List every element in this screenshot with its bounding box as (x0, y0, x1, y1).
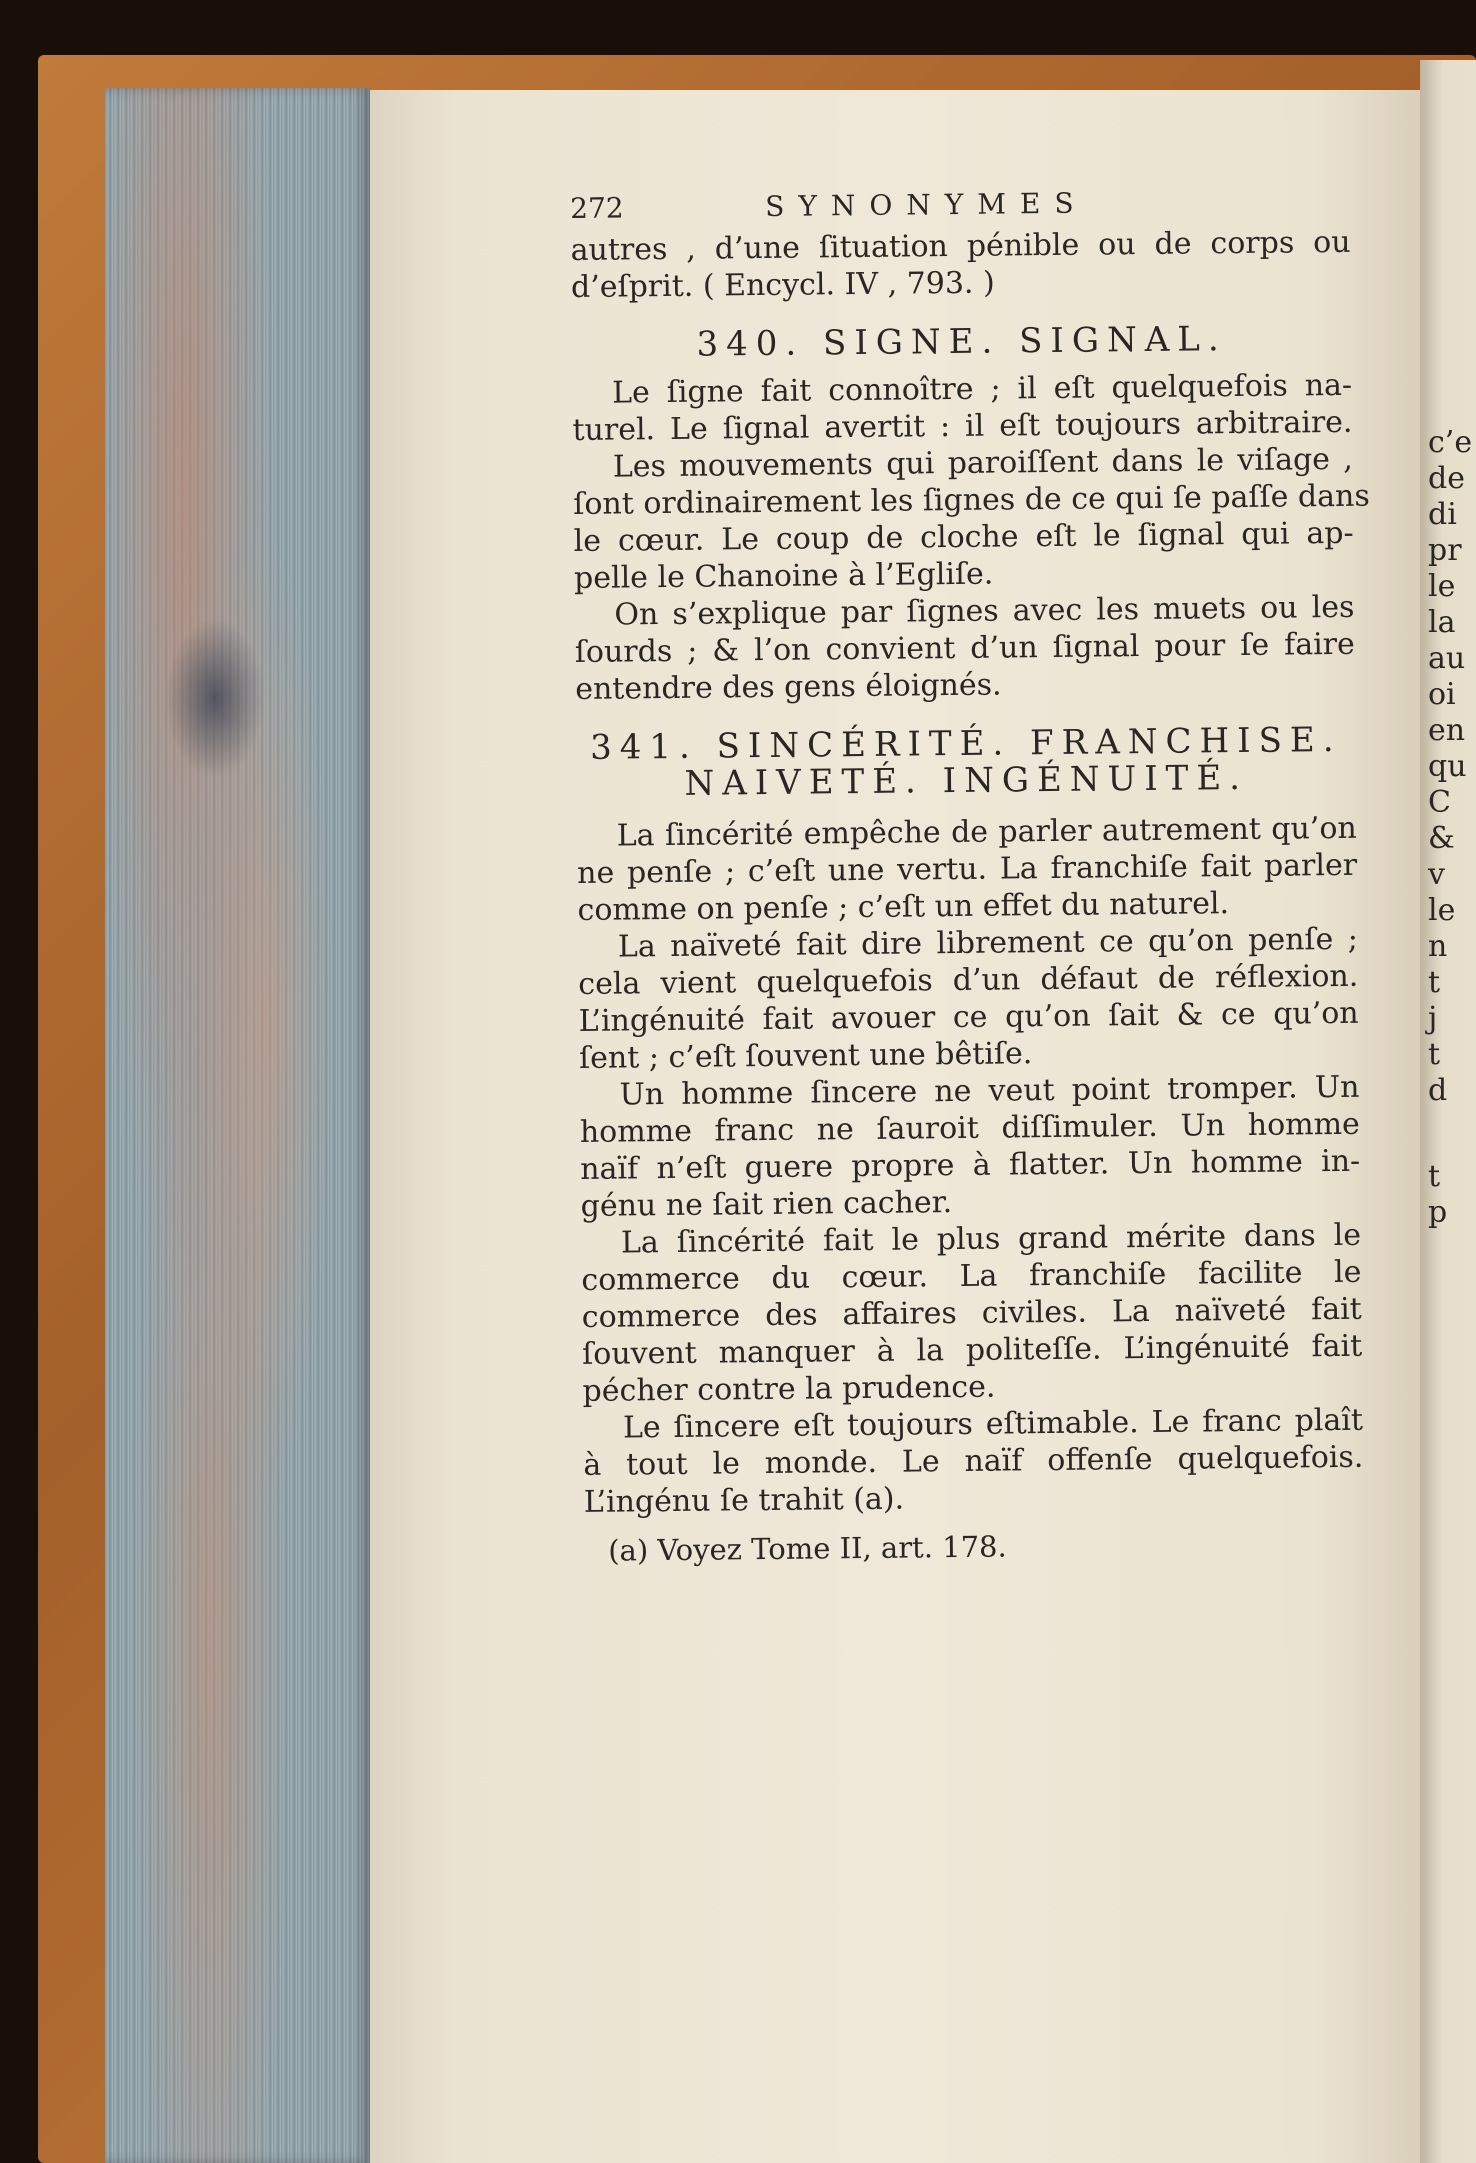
facing-page-fragment: le (1428, 893, 1456, 928)
text-line: ne penſe ; c’eſt une vertu. La franchiſe fait parler (576, 847, 1358, 891)
facing-page-fragment: t (1428, 965, 1441, 1000)
facing-page-fragment: di (1428, 497, 1457, 532)
page-number: 272 (570, 191, 624, 225)
footnote: (a) Voyez Tome II, art. 178. (608, 1529, 1007, 1568)
facing-page-fragment: qu (1428, 749, 1467, 784)
text-line: commerce des affaires civiles. La naïveté fait (581, 1291, 1362, 1335)
text-line: Le ſincere eſt toujours eſtimable. Le franc plaît (622, 1402, 1364, 1446)
text-line: L’ingénu ſe trahit (a). (583, 1481, 905, 1520)
text-line: comme on penſe ; c’eſt un effet du naturel. (577, 886, 1230, 928)
text-line: autres , d’une ſituation pénible ou de corps ou (570, 224, 1351, 268)
facing-page-fragment: la (1428, 605, 1456, 640)
text-line: naïf n’eſt guere propre à flatter. Un homme in- (580, 1143, 1361, 1187)
text-line: ſont ordinairement les ſignes de ce qui ſe paſſe dans (573, 478, 1370, 522)
text-line: Les mouvements qui paroiſſent dans le viſage , (612, 441, 1354, 485)
heading-line: 341. SINCÉRITÉ. FRANCHISE. (589, 719, 1342, 768)
page-text-block (570, 182, 1370, 1570)
facing-page-fragment: en (1428, 713, 1466, 748)
facing-page-fragment: t (1428, 1037, 1441, 1072)
marbled-page-edges (105, 88, 370, 2163)
facing-page-fragment: j (1428, 1001, 1438, 1036)
facing-page-edge (1420, 60, 1476, 2163)
facing-page-fragment: oi (1428, 677, 1456, 712)
text-line: ſent ; c’eſt ſouvent une bêtiſe. (578, 1036, 1033, 1076)
facing-page-fragment: t (1428, 1159, 1441, 1194)
facing-page-fragment: pr (1428, 533, 1462, 568)
facing-page-fragment: de (1428, 461, 1465, 496)
text-line: La ſincérité empêche de parler autrement qu’on (616, 810, 1357, 854)
text-line: pécher contre la prudence. (582, 1369, 996, 1409)
article-heading-340: 340. SIGNE. SIGNAL. (696, 319, 1227, 365)
facing-page-fragment: & (1428, 821, 1455, 856)
text-line: entendre des gens éloignés. (575, 667, 1002, 707)
facing-page-fragment: C (1428, 785, 1451, 820)
text-line: On s’explique par ſignes avec les muets ou les (614, 589, 1355, 633)
text-line: d’eſprit. ( Encycl. IV , 793. ) (570, 265, 995, 305)
text-line: génu ne ſait rien cacher. (580, 1185, 953, 1224)
ink-stain (165, 618, 265, 778)
text-line: ſourds ; & l’on convient d’un ſignal pour ſe faire (574, 626, 1355, 670)
running-head (570, 182, 1350, 232)
facing-page-fragment: p (1428, 1195, 1448, 1230)
facing-page-fragment: c’e (1428, 425, 1473, 460)
heading-line: NAIVETÉ. INGÉNUITÉ. (684, 757, 1249, 804)
text-line: Le ſigne fait connoître ; il eſt quelquefois na- (611, 367, 1353, 411)
text-line: La naïveté fait dire librement ce qu’on penſe ; (617, 921, 1359, 965)
book-page (370, 90, 1420, 2163)
text-line: à tout le monde. Le naïf offenſe quelquefois. (583, 1439, 1364, 1483)
facing-page-fragment: n (1428, 929, 1448, 964)
text-line: cela vient quelquefois d’un défaut de réflexion. (578, 958, 1359, 1002)
facing-page-fragment: v (1428, 857, 1445, 892)
text-line: Un homme ſincere ne veut point tromper. Un (619, 1069, 1360, 1113)
running-title: SYNONYMES (765, 186, 1088, 223)
text-line: le cœur. Le coup de cloche eſt le ſignal qui ap- (573, 515, 1354, 559)
text-line: pelle le Chanoine à l’Egliſe. (573, 556, 994, 596)
text-line: ſouvent manquer à la politeſſe. L’ingénuité fait (582, 1328, 1363, 1372)
text-line: turel. Le ſignal avertit : il eſt toujours arbitraire. (572, 404, 1353, 448)
text-line: commerce du cœur. La franchiſe facilite le (581, 1254, 1362, 1298)
article-heading-341 (576, 719, 1357, 804)
text-line: L’ingénuité fait avouer ce qu’on ſait & ce qu’on (578, 995, 1359, 1039)
facing-page-fragment: le (1428, 569, 1456, 604)
text-line: La ſincérité fait le plus grand mérite dans le (620, 1217, 1362, 1261)
text-line: homme franc ne ſauroit diſſimuler. Un homme (579, 1106, 1361, 1150)
facing-page-fragment: d (1428, 1073, 1448, 1108)
facing-page-fragment: au (1428, 641, 1466, 676)
